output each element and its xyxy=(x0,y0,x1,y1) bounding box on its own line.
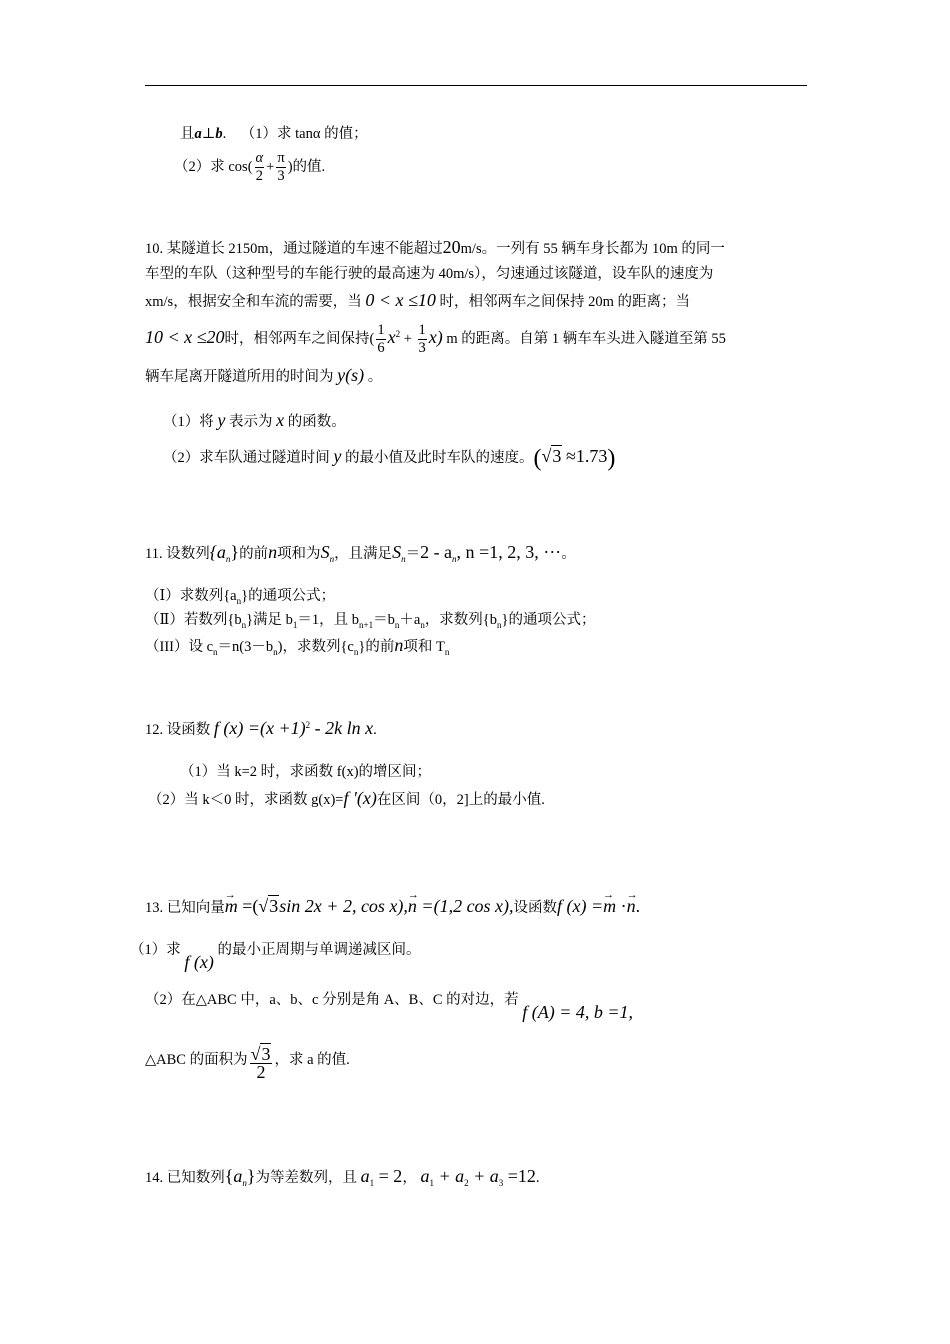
p9-q1: （1）求 tanα 的值； xyxy=(240,126,368,142)
p14-line1: 14. 已知数列$\{a_n\}$为等差数列，且 $a_1 = 2$， $a_1 + a_2 + a_3 =12$. xyxy=(145,1166,540,1188)
p10-line2: 车型的车队（这种型号的车能行驶的最高速为 40m/s），匀速通过该隧道，设车队的速度为 xyxy=(145,266,714,282)
p9-line1: 且a⊥b. （1）求 tanα 的值； xyxy=(180,126,368,142)
fraction: $\frac{√3}{2}$ xyxy=(250,1044,271,1082)
vector-m: → m xyxy=(225,896,238,916)
p9-q2: （2）求 cos( $\frac{\alpha}{2}$ + $\frac{\pi}{3}$ )的值. xyxy=(174,150,326,184)
p12-line1: 12. 设函数 f $(x) =(x +1)^2 - 2k$ ln x. xyxy=(145,717,377,738)
p11-q2: （Ⅱ）若数列$\{b_n\}$满足 $b_1=1$，且 $b_{n+1}=b_n+a_n$，求数列$\{b_n\}$的通项公式； xyxy=(145,612,596,630)
fraction: $\frac{1}{6}$ xyxy=(377,322,385,356)
p13-q1: （1）求 f (x) 的最小正周期与单调递减区间。 xyxy=(130,942,421,972)
p12-q2: （2）当 k＜0 时，求函数 g(x)=f ′(x)在区间（0，2]上的最小值. xyxy=(148,788,545,808)
p10-line1: 10. 某隧道长 2150m，通过隧道的车速不能超过20m/s。一列有 55 辆车身长都为 10m 的同一 xyxy=(145,237,725,257)
sqrt-expression: √3 xyxy=(258,896,279,916)
vector-n: → n xyxy=(627,896,636,916)
sqrt-expression: √3 xyxy=(541,446,562,466)
p13-q3: △ABC 的面积为 $\frac{√3}{2}$ ，求 a 的值. xyxy=(145,1044,350,1082)
p11-q3: （III）设 $c_n=n(3-b_n)$，求数列$\{c_n\}$的前n项和 $T_n$ xyxy=(145,635,450,657)
p10-line5: 辆车尾离开隧道所用的时间为 y(s) 。 xyxy=(145,365,383,385)
p12-q1: （1）当 k=2 时，求函数 f(x)的增区间； xyxy=(180,764,432,780)
p13-line1: 13. 已知向量→ m =(√3sin 2x + 2, cos x),→ n =(1,2 cos x),设函数f (x) =→ m ·→ n. xyxy=(145,896,640,918)
p10-line4: 10 < x ≤20时，相邻两车之间保持( $\frac{1}{6}$ $x^2$ + $\frac{1}{3}$ x) m 的距离。自第 1 辆车车头进入隧道至第 55 xyxy=(145,322,726,356)
p11-q1: （Ⅰ）求数列$\{a_n\}$的通项公式； xyxy=(145,588,336,606)
p10-line3: xm/s，根据安全和车流的需要，当 0 < x ≤10 时，相邻两车之间保持 20m 的距离；当 xyxy=(145,290,690,310)
p10-q1: （1）将 y 表示为 x 的函数。 xyxy=(163,410,346,430)
fraction: $\frac{\alpha}{2}$ xyxy=(255,150,264,184)
p11-line1: 11. 设数列$\{a_n\}$的前n项和为$S_n$，且满足$S_n=2 - a_n$, n =1, 2, 3, ···。 xyxy=(145,542,576,564)
vector-n: → n xyxy=(408,896,417,916)
p13-q2: （2）在△ABC 中，a、b、c 分别是角 A、B、C 的对边，若 f (A) = 4, b =1, xyxy=(145,992,634,1022)
fraction: $\frac{1}{3}$ xyxy=(418,322,426,356)
fraction: $\frac{\pi}{3}$ xyxy=(277,150,285,184)
header-rule xyxy=(145,85,807,86)
p10-q2: （2）求车队通过隧道时间 y 的最小值及此时车队的速度。(√3 ≈1.73) xyxy=(163,445,616,472)
vector-m: → m xyxy=(603,896,616,916)
